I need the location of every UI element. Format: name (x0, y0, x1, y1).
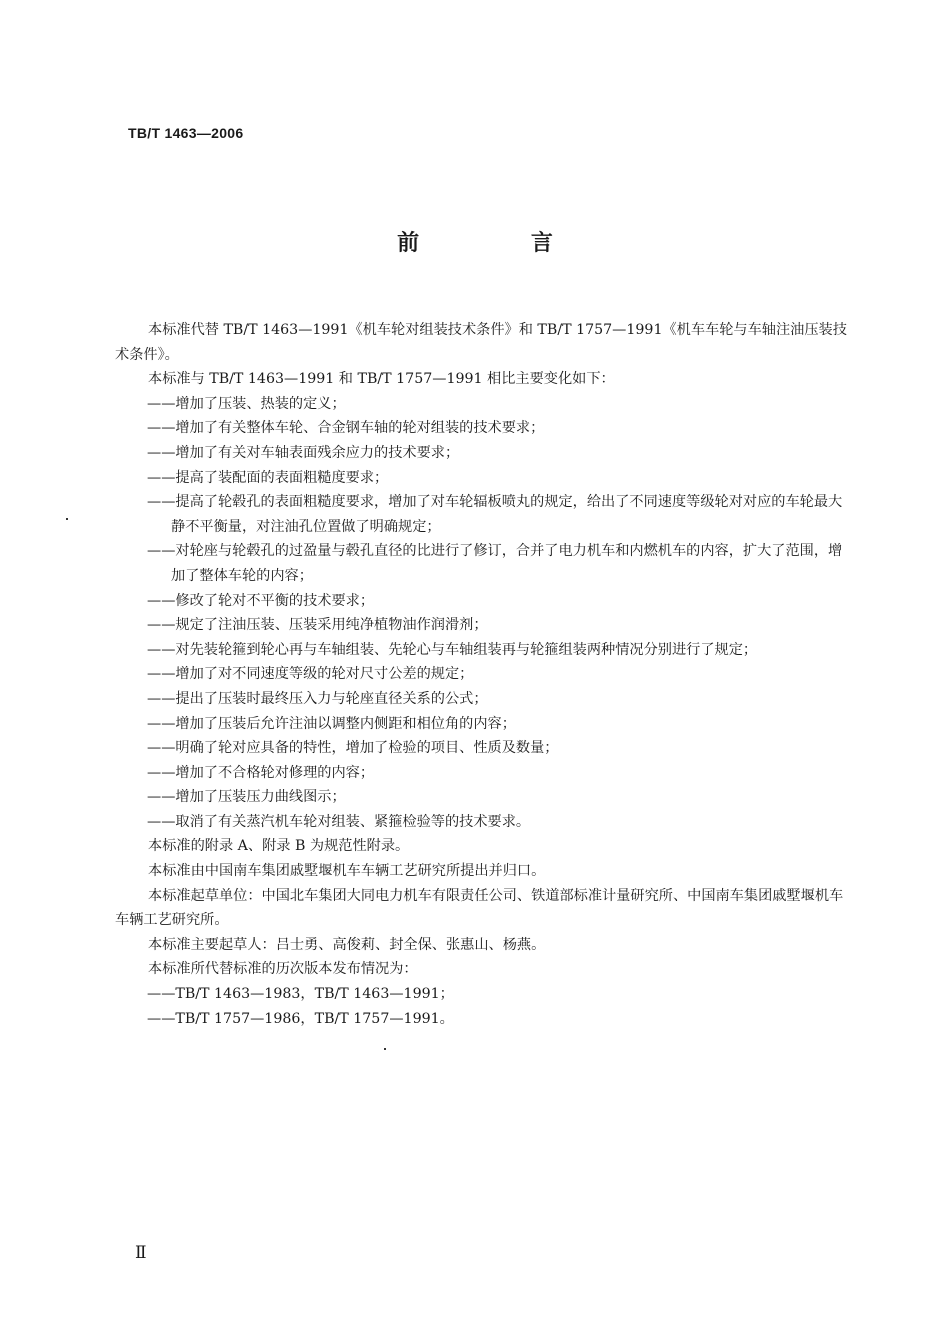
list-item: ——修改了轮对不平衡的技术要求； (147, 592, 375, 609)
list-item: ——提高了轮毂孔的表面粗糙度要求，增加了对车轮辐板喷丸的规定，给出了不同速度等级轮对对应的车轮最大静不平衡量，对注油孔位置做了明确规定； (147, 494, 843, 535)
list-item: ——对先装轮箍到轮心再与车轴组装、先轮心与车轴组装再与轮箍组装两种情况分别进行了规定； (147, 641, 758, 658)
foreword-body (115, 318, 850, 1031)
closing-paragraph: 本标准起草单位：中国北车集团大同电力机车有限责任公司、铁道部标准计量研究所、中国南车集团戚墅堰机车车辆工艺研究所。 (115, 887, 844, 929)
list-item: ——增加了对不同速度等级的轮对尺寸公差的规定； (147, 666, 474, 683)
scan-speck (66, 518, 68, 520)
list-item: ——增加了有关整体车轮、合金钢车轴的轮对组装的技术要求； (147, 420, 545, 437)
list-item: ——增加了压装后允许注油以调整内侧距和相位角的内容； (147, 715, 516, 732)
intro-paragraph: 本标准代替 TB/T 1463—1991《机车轮对组装技术条件》和 TB/T 1757—1991《机车车轮与车轴注油压装技术条件》。 (115, 322, 847, 363)
list-item: ——增加了压装、热装的定义； (147, 395, 346, 412)
changes-list (115, 392, 850, 835)
page-number: Ⅱ (135, 1243, 147, 1263)
intro-paragraph: 本标准与 TB/T 1463—1991 和 TB/T 1757—1991 相比主要变化如下： (148, 371, 615, 388)
list-item: ——提出了压装时最终压入力与轮座直径关系的公式； (147, 690, 488, 707)
list-item: ——增加了不合格轮对修理的内容； (147, 764, 375, 781)
list-item: ——提高了装配面的表面粗糙度要求； (147, 469, 389, 486)
list-item: ——明确了轮对应具备的特性，增加了检验的项目、性质及数量； (147, 740, 559, 757)
list-item: ——取消了有关蒸汽机车轮对组装、紧箍检验等的技术要求。 (147, 813, 531, 830)
closing-paragraph: 本标准主要起草人：吕士勇、高俊莉、封全保、张惠山、杨燕。 (148, 936, 546, 953)
list-item: ——TB/T 1463—1983，TB/T 1463—1991； (147, 986, 454, 1003)
list-item: ——增加了有关对车轴表面残余应力的技术要求； (147, 444, 460, 461)
list-item: ——TB/T 1757—1986，TB/T 1757—1991。 (147, 1010, 454, 1027)
history-list (115, 982, 850, 1031)
closing-paragraph: 本标准所代替标准的历次版本发布情况为： (148, 961, 418, 978)
list-item: ——对轮座与轮毂孔的过盈量与毂孔直径的比进行了修订，合并了电力机车和内燃机车的内容，扩大了范围，增加了整体车轮的内容； (147, 543, 843, 584)
list-item: ——规定了注油压装、压装采用纯净植物油作润滑剂； (147, 617, 488, 634)
list-item: ——增加了压装压力曲线图示； (147, 789, 346, 806)
page-title: 前 言 (397, 231, 605, 256)
scan-speck (384, 1048, 386, 1050)
closing-paragraph: 本标准的附录 A、附录 B 为规范性附录。 (148, 838, 410, 855)
closing-paragraph: 本标准由中国南车集团戚墅堰机车车辆工艺研究所提出并归口。 (148, 863, 546, 880)
standard-code: TB/T 1463—2006 (128, 125, 244, 141)
